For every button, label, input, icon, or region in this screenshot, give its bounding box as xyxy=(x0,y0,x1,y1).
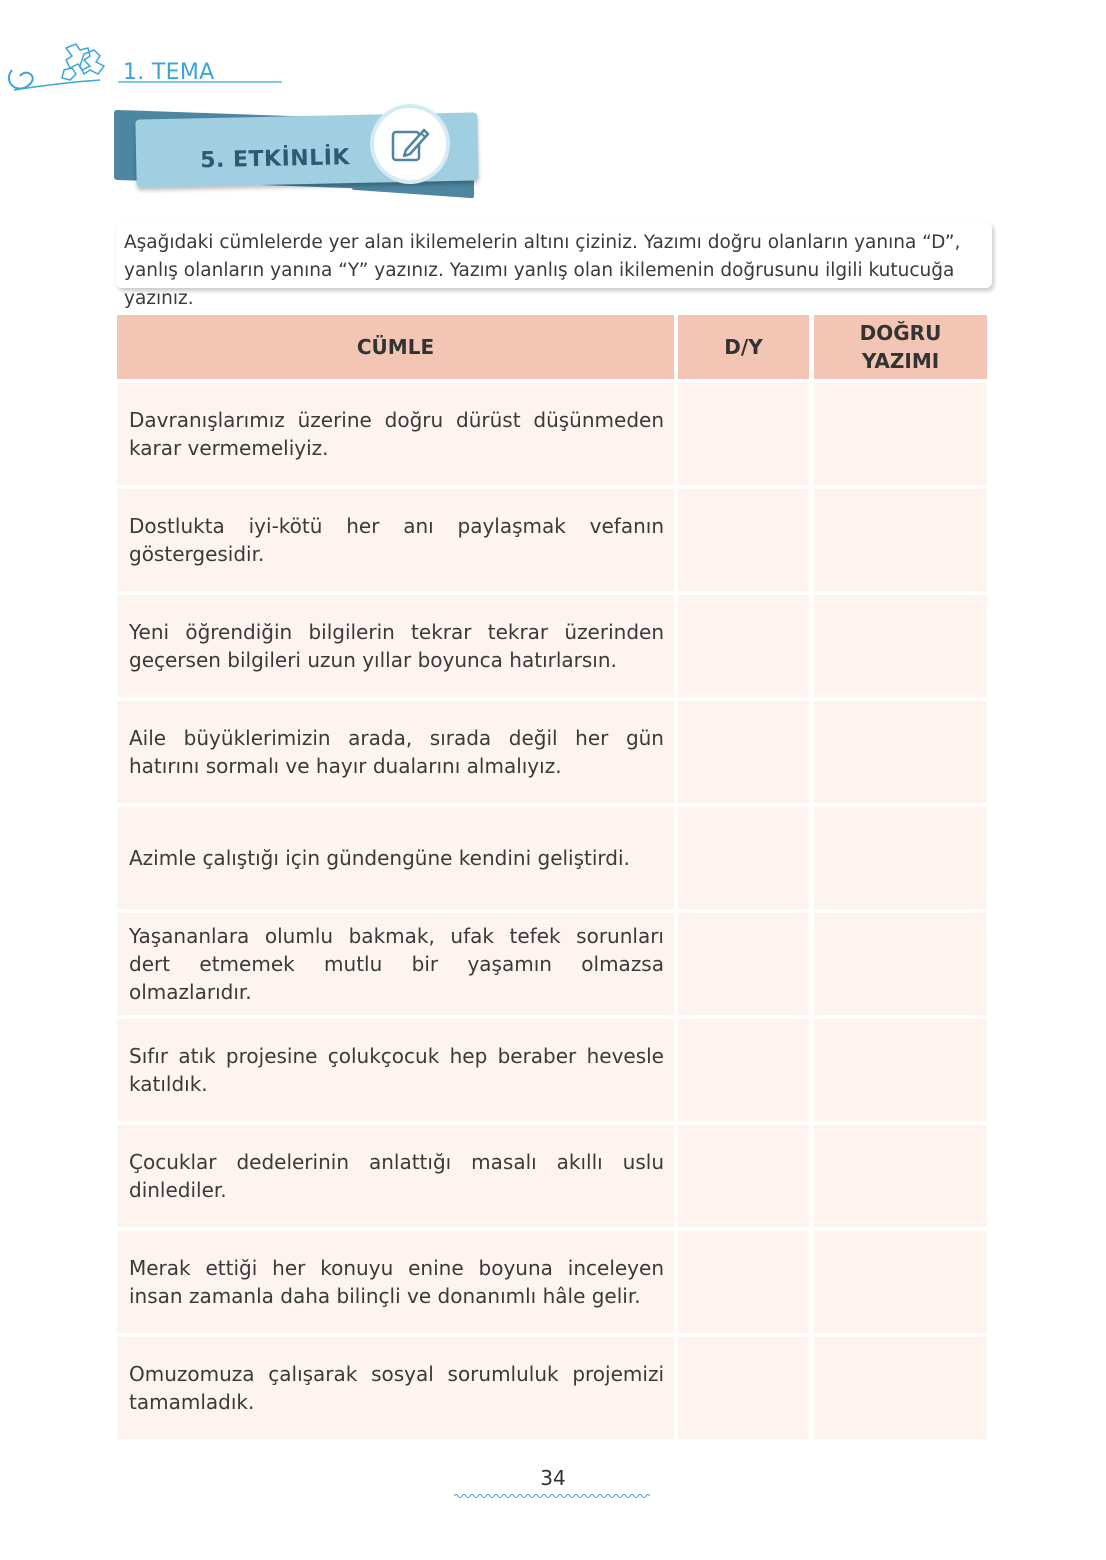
sentence-cell xyxy=(117,489,674,591)
sentence-cell xyxy=(117,807,674,909)
table-row xyxy=(117,913,987,1015)
dy-answer-cell[interactable] xyxy=(678,1019,809,1121)
dy-answer-cell[interactable] xyxy=(678,489,809,591)
activity-banner xyxy=(112,108,492,204)
correct-spelling-cell[interactable] xyxy=(814,1337,987,1439)
column-header-dy: D/Y xyxy=(678,315,809,379)
sentence-text: Dostlukta iyi-kötü her anı paylaşmak vefanın göstergesidir. xyxy=(129,514,664,566)
column-header-sentence: CÜMLE xyxy=(117,315,674,379)
sentence-text: Çocuklar dedelerinin anlattığı masalı akıllı uslu dinlediler. xyxy=(129,1150,664,1202)
instruction-box xyxy=(116,222,992,309)
pencil-edit-icon xyxy=(374,108,446,180)
dy-answer-cell[interactable] xyxy=(678,1231,809,1333)
table-header xyxy=(117,315,987,379)
sentence-text: Yaşananlara olumlu bakmak, ufak tefek sorunları dert etmemek mutlu bir yaşamın olmazsa olmazlarıdır. xyxy=(129,924,664,1004)
dy-answer-cell[interactable] xyxy=(678,383,809,485)
sentence-cell xyxy=(117,1337,674,1439)
table-row xyxy=(117,489,987,591)
correct-spelling-cell[interactable] xyxy=(814,595,987,697)
correct-spelling-cell[interactable] xyxy=(814,1125,987,1227)
correct-spelling-cell[interactable] xyxy=(814,913,987,1015)
dy-answer-cell[interactable] xyxy=(678,913,809,1015)
pencil-icon xyxy=(390,124,430,164)
instruction-text: Aşağıdaki cümlelerde yer alan ikilemelerin altını çiziniz. Yazımı doğru olanların yanına “D”, yanlış olanların yanına “Y” yazınız. Yazımı yanlış olan ikilemenin doğrusunu ilgili kutucuğa yazınız. xyxy=(124,232,961,309)
sentence-text: Azimle çalıştığı için gündengüne kendini geliştirdi. xyxy=(129,846,630,870)
table-row xyxy=(117,595,987,697)
sentence-text: Yeni öğrendiğin bilgilerin tekrar tekrar üzerinden geçersen bilgileri uzun yıllar boyunca hatırlarsın. xyxy=(129,620,664,672)
sentence-text: Sıfır atık projesine çolukçocuk hep beraber hevesle katıldık. xyxy=(129,1044,664,1096)
sentence-text: Omuzomuza çalışarak sosyal sorumluluk projemizi tamamladık. xyxy=(129,1362,664,1414)
table-row xyxy=(117,807,987,909)
sentence-text: Davranışlarımız üzerine doğru dürüst düşünmeden karar vermemeliyiz. xyxy=(129,408,664,460)
table-row xyxy=(117,383,987,485)
table-row xyxy=(117,701,987,803)
column-header-correct xyxy=(814,315,987,379)
sentence-text: Merak ettiği her konuyu enine boyuna inceleyen insan zamanla daha bilinçli ve donanımlı hâle gelir. xyxy=(129,1256,664,1308)
dy-answer-cell[interactable] xyxy=(678,595,809,697)
dy-answer-cell[interactable] xyxy=(678,701,809,803)
page-number-underline-icon xyxy=(452,1492,654,1500)
correct-spelling-cell[interactable] xyxy=(814,1231,987,1333)
sentence-cell xyxy=(117,913,674,1015)
table-row xyxy=(117,1337,987,1439)
theme-header xyxy=(0,30,300,110)
table-row xyxy=(117,1125,987,1227)
page-number: 34 xyxy=(540,1466,566,1490)
dy-answer-cell[interactable] xyxy=(678,1125,809,1227)
table-row xyxy=(117,1019,987,1121)
correct-spelling-cell[interactable] xyxy=(814,383,987,485)
correct-spelling-cell[interactable] xyxy=(814,1019,987,1121)
table-row xyxy=(117,1231,987,1333)
sentence-cell xyxy=(117,383,674,485)
correct-spelling-cell[interactable] xyxy=(814,807,987,909)
activity-title: 5. ETKİNLİK xyxy=(199,145,351,174)
sentence-cell xyxy=(117,1231,674,1333)
sentence-cell xyxy=(117,1125,674,1227)
correct-spelling-cell[interactable] xyxy=(814,489,987,591)
theme-label: 1. TEMA xyxy=(123,60,215,85)
correct-spelling-cell[interactable] xyxy=(814,701,987,803)
column-header-correct-label: DOĞRU YAZIMI xyxy=(859,321,942,373)
sentence-cell xyxy=(117,701,674,803)
sentence-text: Aile büyüklerimizin arada, sırada değil her gün hatırını sormalı ve hayır dualarını almalıyız. xyxy=(129,726,664,778)
dy-answer-cell[interactable] xyxy=(678,807,809,909)
sentence-cell xyxy=(117,595,674,697)
dy-answer-cell[interactable] xyxy=(678,1337,809,1439)
sentence-cell xyxy=(117,1019,674,1121)
